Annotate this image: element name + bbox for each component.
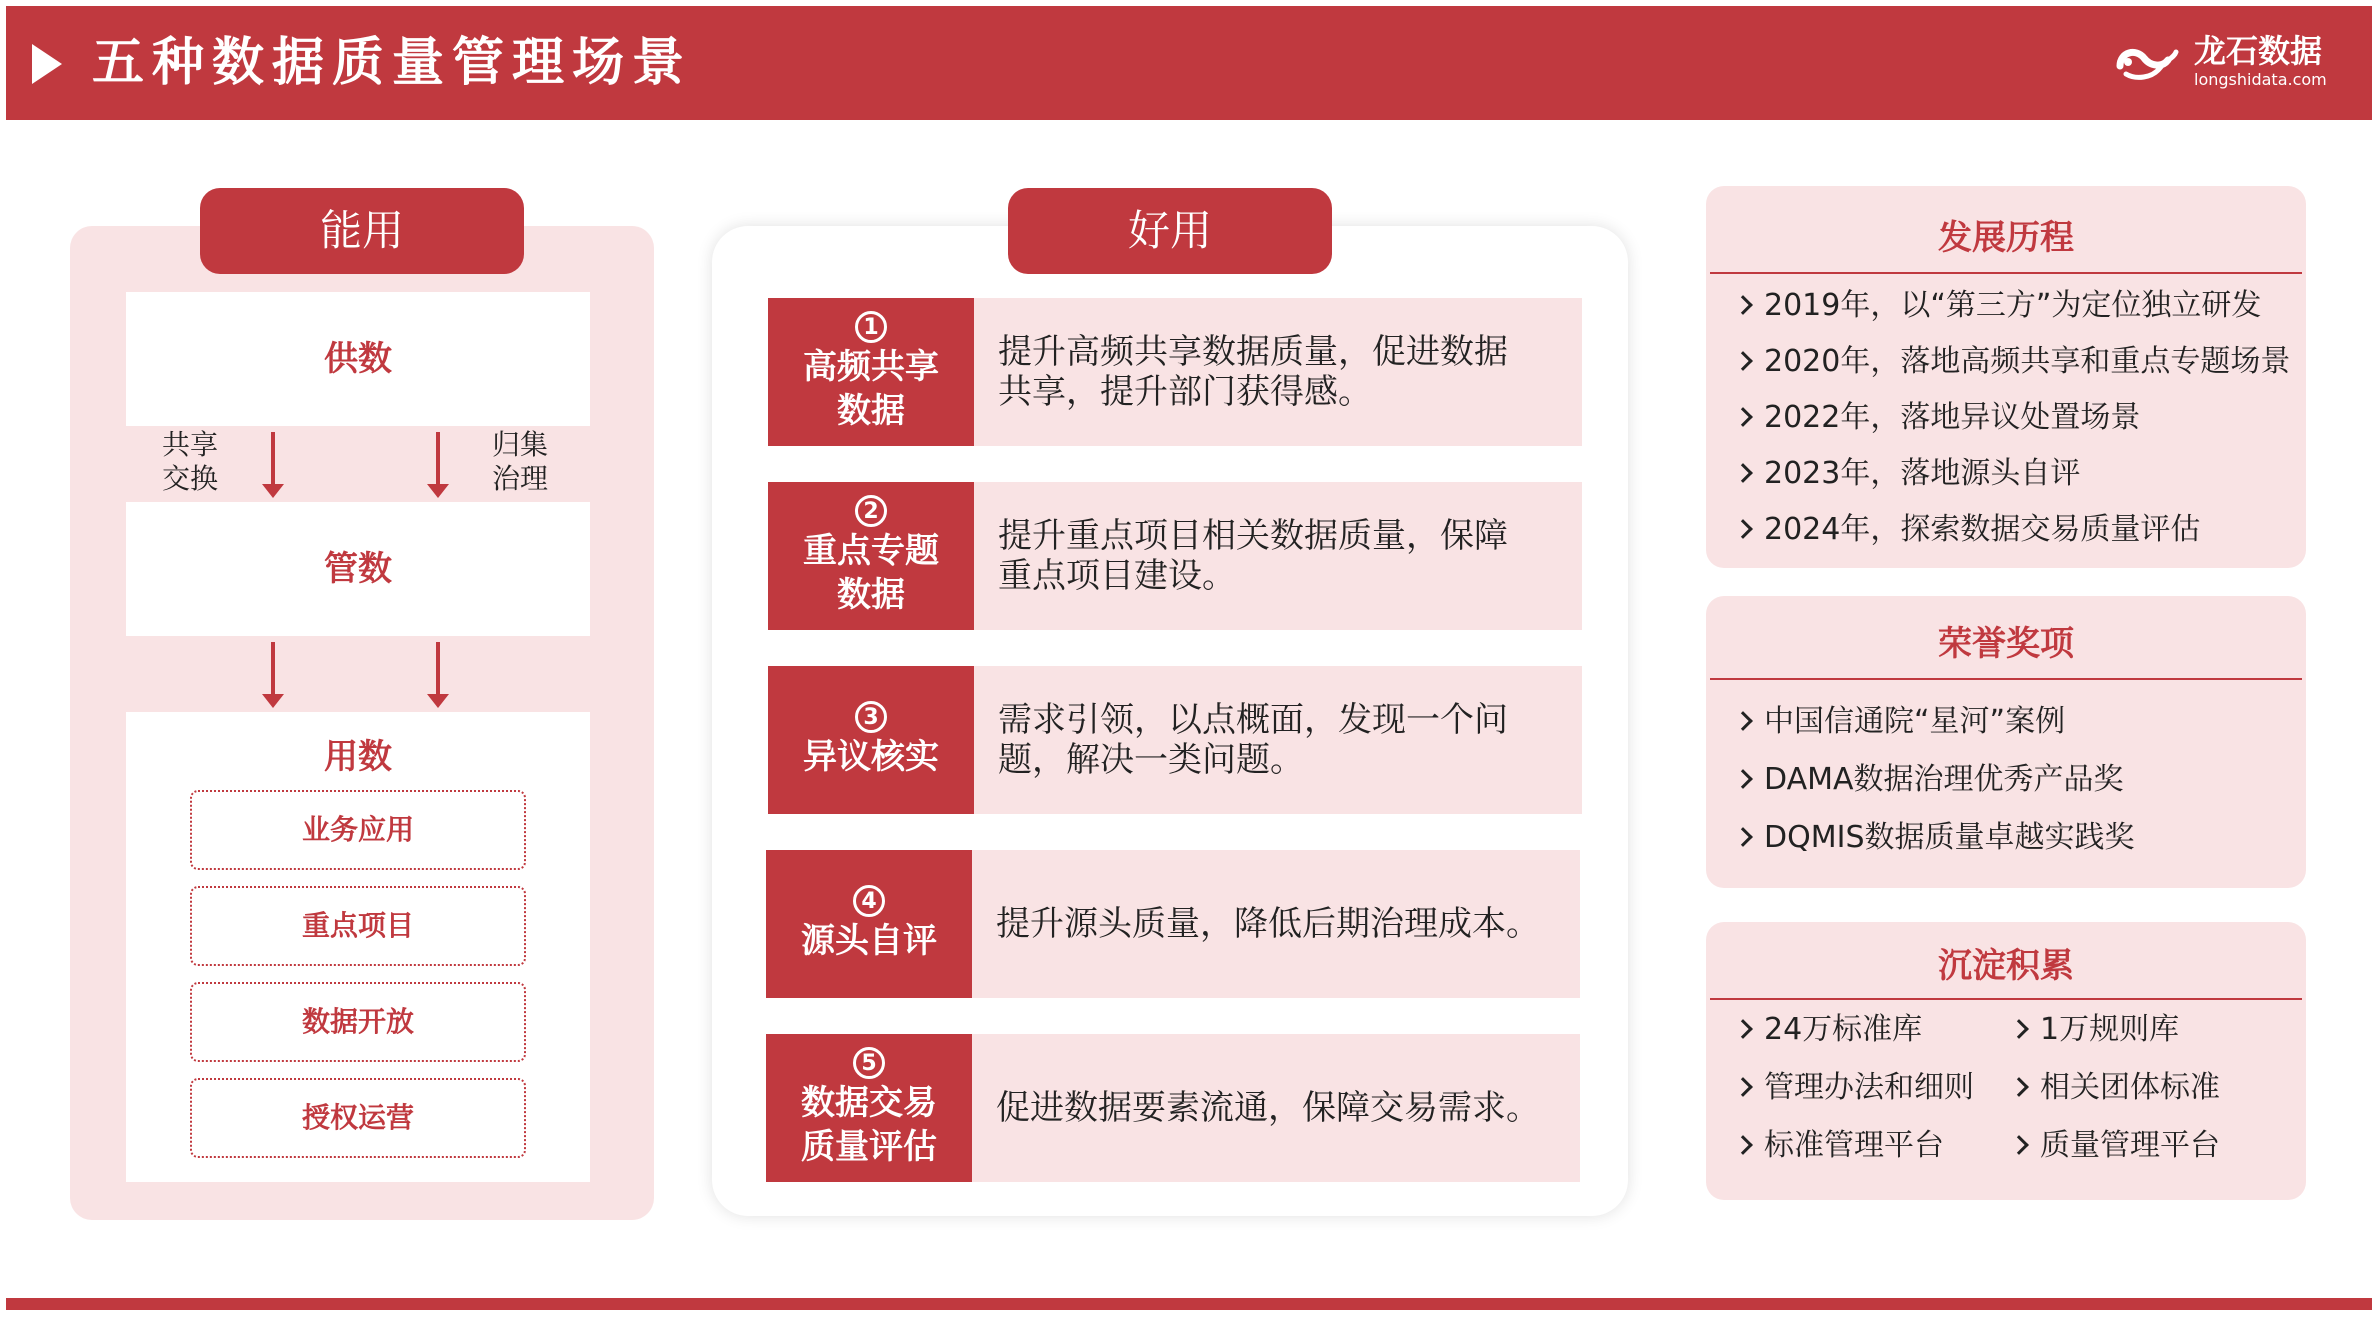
scene-description bbox=[996, 850, 1556, 998]
scene-name bbox=[766, 850, 972, 998]
history-item-text: 2020年，落地高频共享和重点专题场景 bbox=[1764, 344, 2291, 379]
accum-item-text: 标准管理平台 bbox=[1764, 1128, 1944, 1163]
logo-mark-icon bbox=[2114, 38, 2180, 84]
play-triangle-icon bbox=[32, 44, 62, 84]
history-item-text: 2024年，探索数据交易质量评估 bbox=[1764, 512, 2201, 547]
honor-item bbox=[1736, 820, 2135, 856]
down-arrow-icon bbox=[271, 642, 275, 704]
chevron-right-icon bbox=[2009, 1019, 2029, 1039]
supply-box: 供数 bbox=[126, 292, 590, 426]
desc-line: 题，解决一类问题。 bbox=[998, 740, 1304, 780]
down-arrow-icon bbox=[436, 642, 440, 704]
scene-description bbox=[996, 1034, 1556, 1182]
scene-number: 4 bbox=[853, 885, 885, 917]
scene-name-line: 重点专题 bbox=[803, 531, 939, 571]
scene-description bbox=[998, 482, 1558, 630]
chevron-right-icon bbox=[1733, 407, 1753, 427]
scene-row bbox=[768, 666, 1582, 814]
chevron-right-icon bbox=[1733, 1077, 1753, 1097]
chevron-right-icon bbox=[2009, 1135, 2029, 1155]
use-item-key-project: 重点项目 bbox=[190, 886, 526, 966]
share-exchange-label bbox=[162, 428, 218, 496]
use-item-authorized-ops: 授权运营 bbox=[190, 1078, 526, 1158]
history-item-text: 2019年，以“第三方”为定位独立研发 bbox=[1764, 288, 2262, 323]
scene-row bbox=[766, 850, 1580, 998]
scene-name-line: 源头自评 bbox=[801, 921, 937, 961]
brand-logo bbox=[2114, 30, 2334, 94]
accum-item bbox=[1736, 1128, 1944, 1164]
page-title: 五种数据质量管理场景 bbox=[92, 33, 693, 93]
scene-name-line: 异议核实 bbox=[803, 737, 939, 777]
accum-item-text: 24万标准库 bbox=[1764, 1012, 1923, 1047]
divider bbox=[1710, 678, 2302, 680]
chevron-right-icon bbox=[1733, 295, 1753, 315]
history-item bbox=[1736, 400, 2140, 436]
chevron-right-icon bbox=[1733, 1019, 1753, 1039]
accumulation-panel bbox=[1706, 922, 2306, 1200]
history-item-text: 2022年，落地异议处置场景 bbox=[1764, 400, 2141, 435]
honor-item bbox=[1736, 762, 2124, 798]
chevron-right-icon bbox=[1733, 769, 1753, 789]
scene-name bbox=[768, 666, 974, 814]
divider bbox=[1710, 272, 2302, 274]
scene-name bbox=[768, 482, 974, 630]
desc-line: 共享，提升部门获得感。 bbox=[998, 372, 1372, 412]
scene-row bbox=[768, 482, 1582, 630]
honors-panel bbox=[1706, 596, 2306, 888]
flow-label-line: 交换 bbox=[162, 462, 219, 495]
desc-line: 提升重点项目相关数据质量，保障 bbox=[998, 516, 1508, 556]
use-item-open-data: 数据开放 bbox=[190, 982, 526, 1062]
scene-number: 1 bbox=[855, 311, 887, 343]
desc-line: 重点项目建设。 bbox=[998, 556, 1236, 596]
down-arrow-icon bbox=[436, 432, 440, 494]
accum-item-text: 质量管理平台 bbox=[2040, 1128, 2220, 1163]
scene-name-line: 质量评估 bbox=[801, 1127, 937, 1167]
history-item bbox=[1736, 288, 2261, 324]
logo-url: longshidata.com bbox=[2194, 70, 2327, 89]
scene-description bbox=[998, 666, 1558, 814]
accum-item-text: 管理办法和细则 bbox=[1764, 1070, 1974, 1105]
honors-title: 荣誉奖项 bbox=[1938, 624, 2074, 664]
title-bar bbox=[6, 6, 2372, 120]
honor-item-text: DQMIS数据质量卓越实践奖 bbox=[1764, 820, 2135, 855]
chevron-right-icon bbox=[1733, 463, 1753, 483]
scene-row bbox=[768, 298, 1582, 446]
chevron-right-icon bbox=[1733, 519, 1753, 539]
accum-item bbox=[2012, 1128, 2220, 1164]
accum-item bbox=[1736, 1012, 1922, 1048]
scene-number: 2 bbox=[855, 495, 887, 527]
use-title: 用数 bbox=[324, 737, 392, 777]
accum-item-text: 相关团体标准 bbox=[2040, 1070, 2220, 1105]
scene-number: 5 bbox=[853, 1047, 885, 1079]
divider bbox=[1710, 998, 2302, 1000]
collect-govern-label bbox=[492, 428, 548, 496]
scene-name-line: 高频共享 bbox=[803, 347, 939, 387]
history-item bbox=[1736, 344, 2290, 380]
scene-description bbox=[998, 298, 1558, 446]
history-item bbox=[1736, 456, 2080, 492]
footer-rule bbox=[6, 1298, 2372, 1310]
flow-label-line: 归集 bbox=[492, 428, 549, 461]
desc-line: 提升源头质量，降低后期治理成本。 bbox=[996, 904, 1540, 944]
history-panel bbox=[1706, 186, 2306, 568]
accum-item-text: 1万规则库 bbox=[2040, 1012, 2180, 1047]
chevron-right-icon bbox=[1733, 1135, 1753, 1155]
chevron-right-icon bbox=[2009, 1077, 2029, 1097]
history-item-text: 2023年，落地源头自评 bbox=[1764, 456, 2081, 491]
accum-item bbox=[1736, 1070, 1974, 1106]
scene-name-line: 数据 bbox=[837, 575, 905, 615]
accum-item bbox=[2012, 1070, 2220, 1106]
manage-box: 管数 bbox=[126, 502, 590, 636]
chevron-right-icon bbox=[1733, 827, 1753, 847]
scene-name bbox=[768, 298, 974, 446]
accum-item bbox=[2012, 1012, 2179, 1048]
honor-item-text: DAMA数据治理优秀产品奖 bbox=[1764, 762, 2124, 797]
history-title: 发展历程 bbox=[1938, 218, 2074, 258]
flow-label-line: 共享 bbox=[162, 428, 219, 461]
use-box bbox=[126, 712, 590, 1182]
chevron-right-icon bbox=[1733, 351, 1753, 371]
use-item-business: 业务应用 bbox=[190, 790, 526, 870]
scene-name-line: 数据交易 bbox=[801, 1083, 937, 1123]
honor-item bbox=[1736, 704, 2065, 740]
scene-row bbox=[766, 1034, 1580, 1182]
desc-line: 需求引领，以点概面，发现一个问 bbox=[998, 700, 1508, 740]
history-item bbox=[1736, 512, 2200, 548]
usable-label: 能用 bbox=[200, 188, 524, 274]
logo-brand-name: 龙石数据 bbox=[2194, 32, 2323, 70]
honor-item-text: 中国信通院“星河”案例 bbox=[1764, 704, 2066, 739]
desc-line: 促进数据要素流通，保障交易需求。 bbox=[996, 1088, 1540, 1128]
scene-name-line: 数据 bbox=[837, 391, 905, 431]
scene-number: 3 bbox=[855, 701, 887, 733]
flow-label-line: 治理 bbox=[492, 462, 549, 495]
desc-line: 提升高频共享数据质量，促进数据 bbox=[998, 332, 1508, 372]
scene-name bbox=[766, 1034, 972, 1182]
good-label: 好用 bbox=[1008, 188, 1332, 274]
accumulation-title: 沉淀积累 bbox=[1938, 946, 2074, 986]
down-arrow-icon bbox=[271, 432, 275, 494]
chevron-right-icon bbox=[1733, 711, 1753, 731]
